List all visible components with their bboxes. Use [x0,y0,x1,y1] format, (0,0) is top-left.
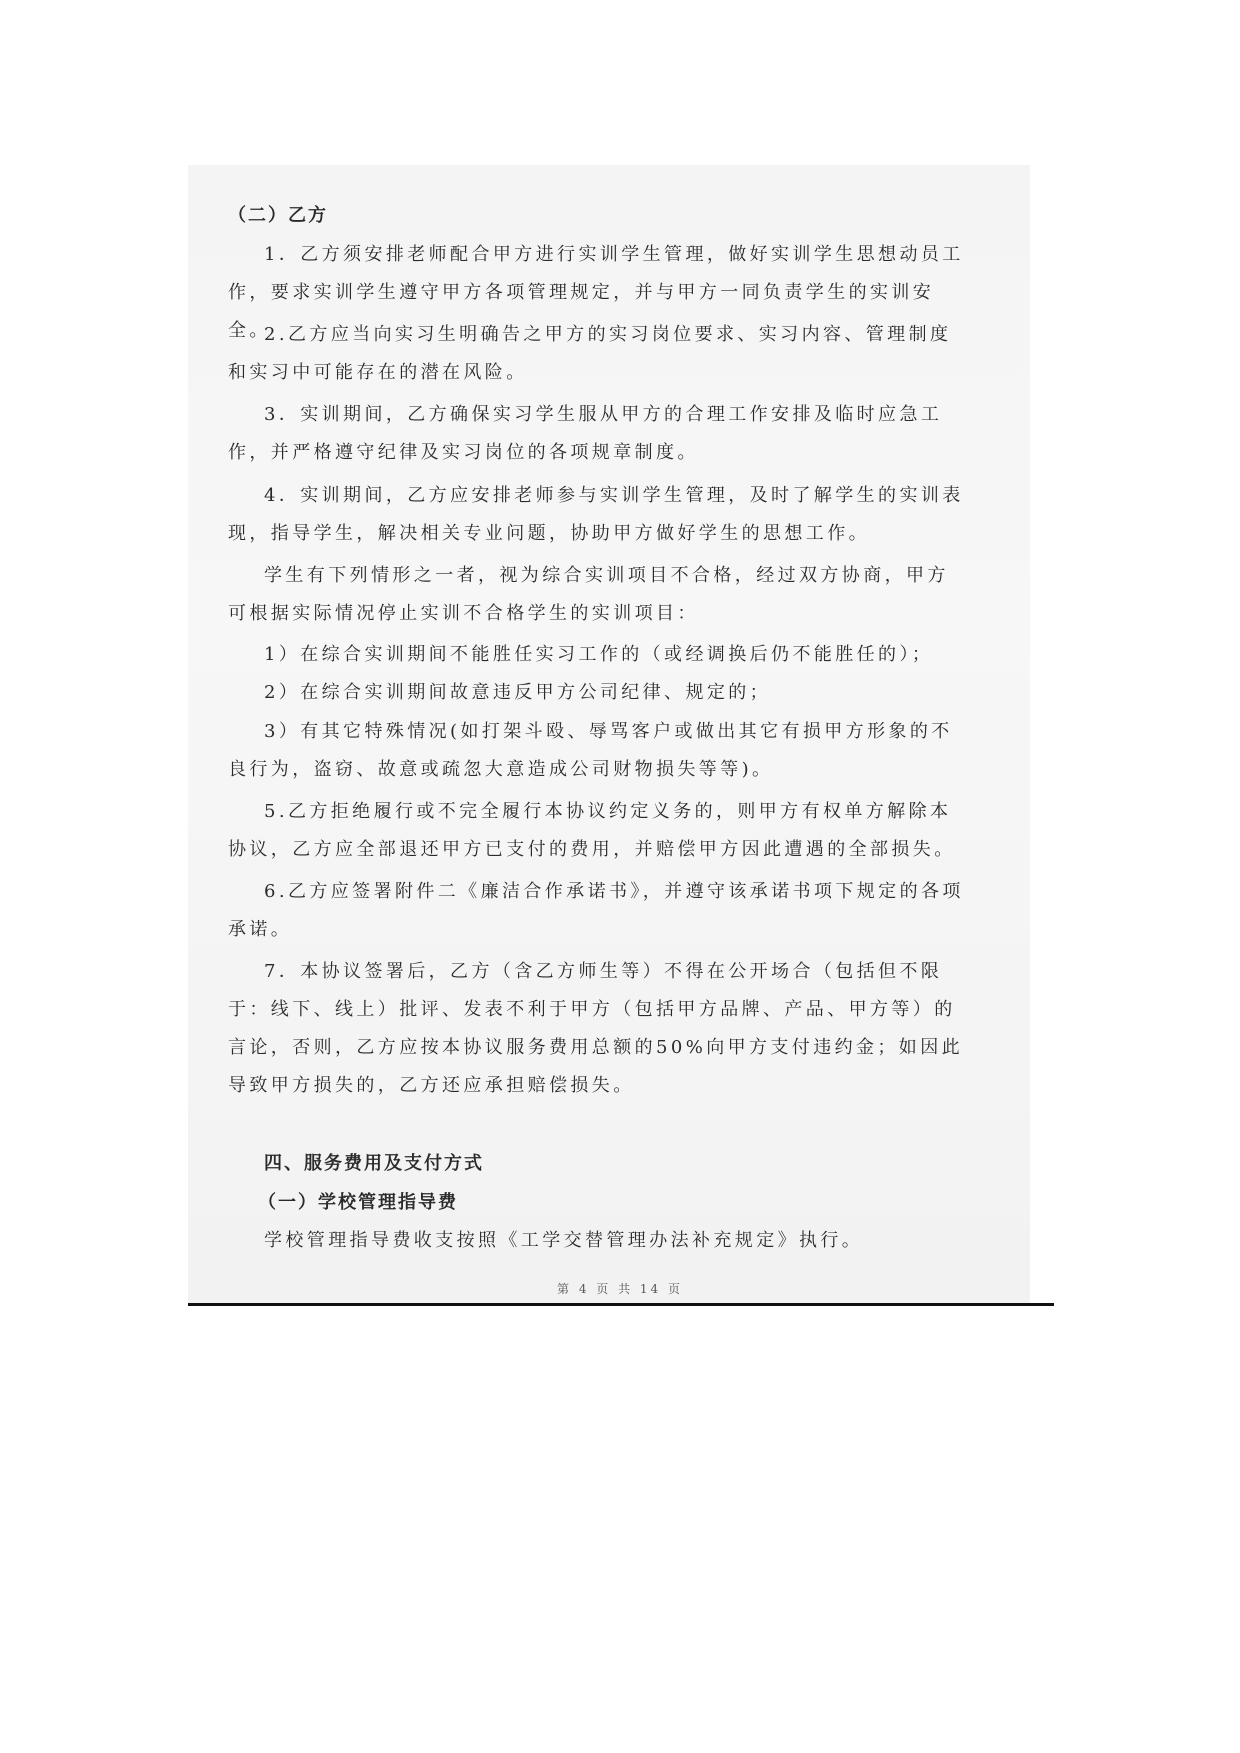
clause-1: 1．乙方须安排老师配合甲方进行实训学生管理，做好实训学生思想动员工作，要求实训学生遵守甲方各项管理规定，并与甲方一同负责学生的实训安全。 [228,244,964,341]
disqualification-item-3: 3）有其它特殊情况(如打架斗殴、辱骂客户或做出其它有损甲方形象的不良行为，盗窃、故意或疏忽大意造成公司财物损失等等)。 [228,721,953,780]
clause-7: 7．本协议签署后，乙方（含乙方师生等）不得在公开场合（包括但不限于：线下、线上）批评、发表不利于甲方（包括甲方品牌、产品、甲方等）的言论，否则，乙方应按本协议服务费用总额的50%向甲方支付违约金；如因此导致甲方损失的，乙方还应承担赔偿损失。 [228,961,964,1096]
clause-2: 2.乙方应当向实习生明确告之甲方的实习岗位要求、实习内容、管理制度和实习中可能存在的潜在风险。 [228,324,952,383]
clause-4: 4．实训期间，乙方应安排老师参与实训学生管理，及时了解学生的实训表现，指导学生，解决相关专业问题，协助甲方做好学生的思想工作。 [228,485,964,544]
clause-6: 6.乙方应签署附件二《廉洁合作承诺书》，并遵守该承诺书项下规定的各项承诺。 [228,881,964,940]
section-heading-yi: （二）乙方 [228,205,328,226]
page-number: 第 4 页 共 14 页 [557,1282,683,1296]
section-heading-4: 四、服务费用及支付方式 [264,1153,484,1174]
footer-rule [188,1303,1054,1306]
clause-5: 5.乙方拒绝履行或不完全履行本协议约定义务的，则甲方有权单方解除本协议，乙方应全部退还甲方已支付的费用，并赔偿甲方因此遭遇的全部损失。 [228,801,956,860]
disqualification-item-1: 1）在综合实训期间不能胜任实习工作的（或经调换后仍不能胜任的）； [264,644,934,665]
clause-3: 3．实训期间，乙方确保实习学生服从甲方的合理工作安排及临时应急工作，并严格遵守纪律及实习岗位的各项规章制度。 [228,404,943,463]
disqualification-item-2: 2）在综合实训期间故意违反甲方公司纪律、规定的； [264,682,772,703]
management-fee-text: 学校管理指导费收支按照《工学交替管理办法补充规定》执行。 [264,1230,864,1251]
subsection-heading-4-1: （一）学校管理指导费 [258,1192,458,1213]
disqualification-intro: 学生有下列情形之一者，视为综合实训项目不合格，经过双方协商，甲方可根据实际情况停止实训不合格学生的实训项目： [228,565,949,624]
